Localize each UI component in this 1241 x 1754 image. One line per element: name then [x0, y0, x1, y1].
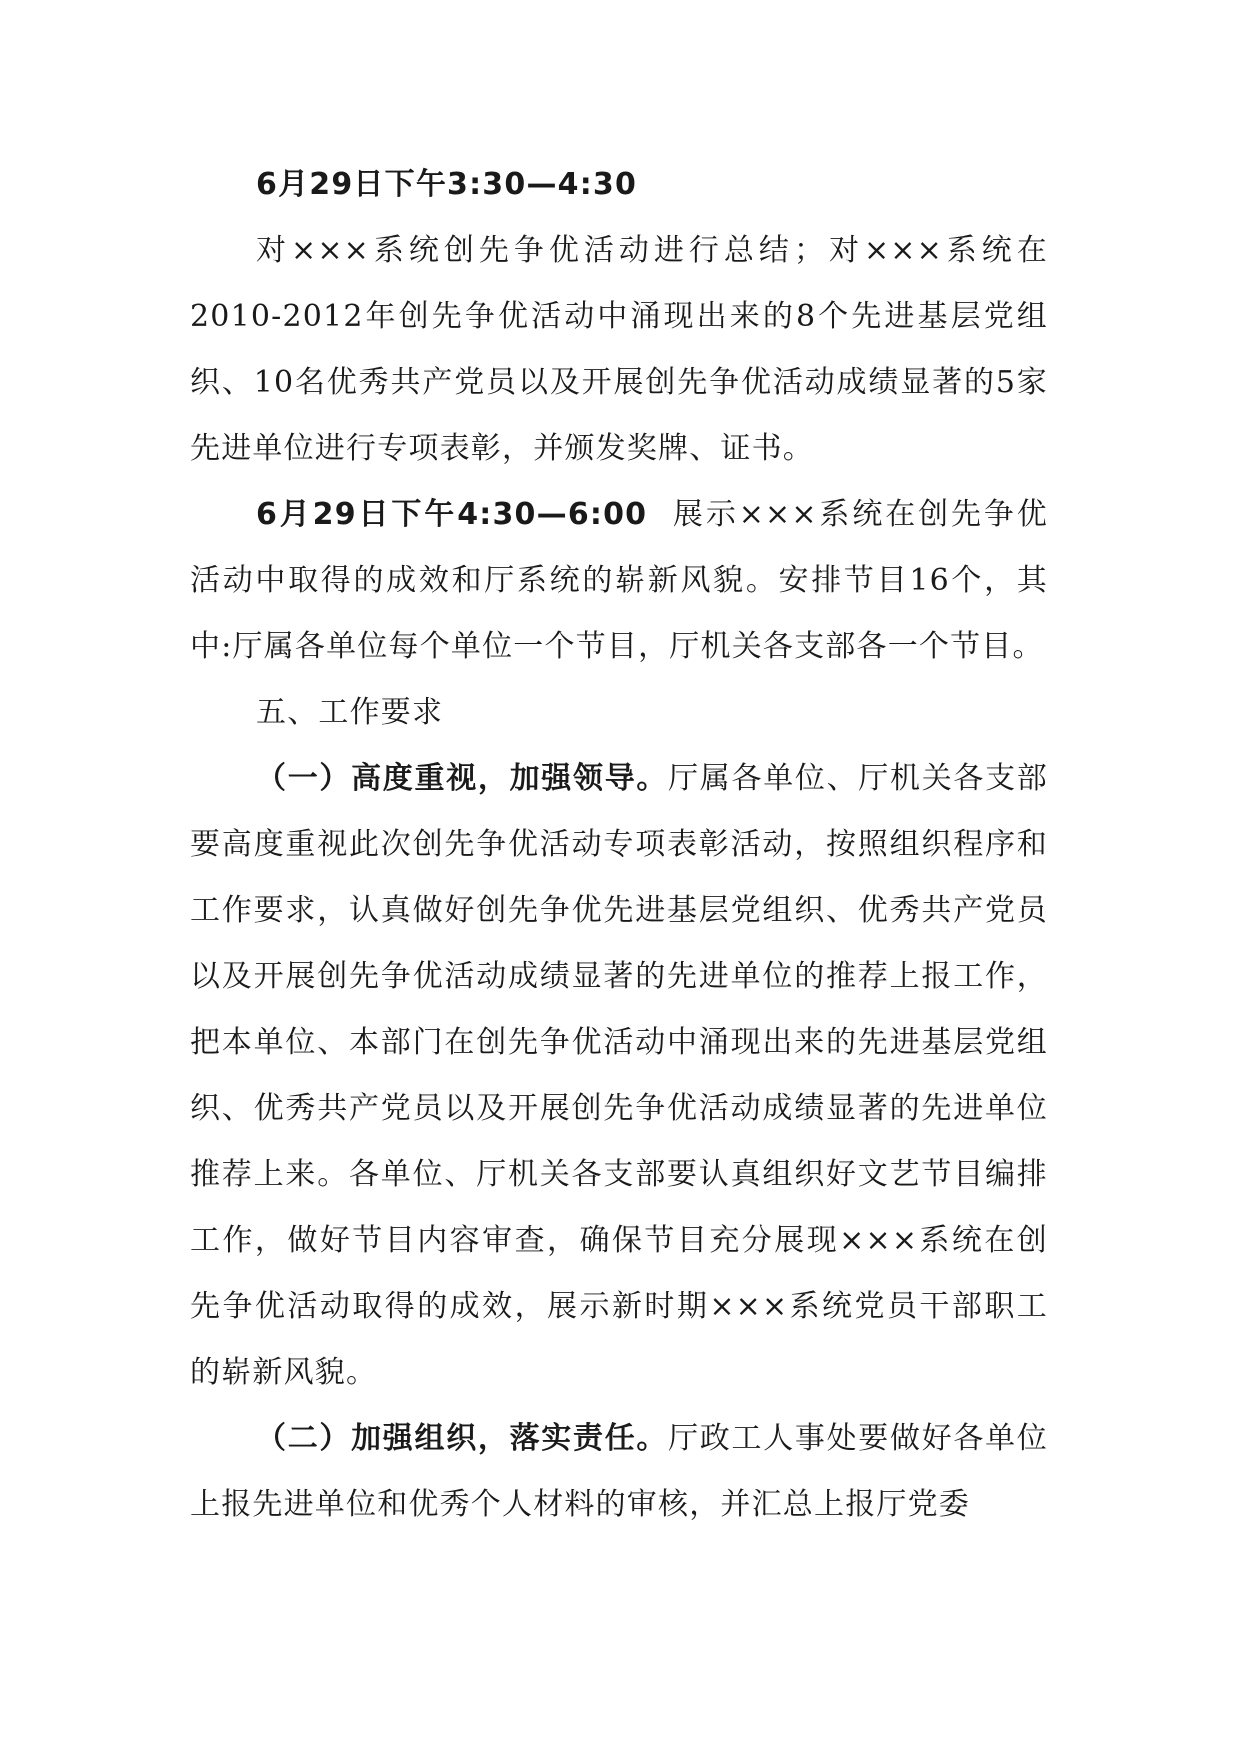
summary-paragraph: 对×××系统创先争优活动进行总结；对×××系统在2010-2012年创先争优活动中涌现出来的8个先进基层党组织、10名优秀共产党员以及开展创先争优活动成绩显著的5家先进单位进行专项表彰，并颁发奖牌、证书。: [190, 233, 1048, 466]
time-slot-2-time: 6月29日下午4:30—6:00: [256, 497, 648, 532]
requirement-item-1-text: 厅属各单位、厅机关各支部要高度重视此次创先争优活动专项表彰活动，按照组织程序和工作要求，认真做好创先争优先进基层党组织、优秀共产党员以及开展创先争优活动成绩显著的先进单位的推荐上报工作，把本单位、本部门在创先争优活动中涌现出来的先进基层党组织、优秀共产党员以及开展创先争优活动成绩显著的先进单位推荐上来。各单位、厅机关各支部要认真组织好文艺节目编排工作，做好节目内容审查，确保节目充分展现×××系统在创先争优活动取得的成效，展示新时期×××系统党员干部职工的崭新风貌。: [190, 761, 1048, 1390]
requirement-item-1: [190, 746, 1048, 1406]
time-slot-1-time: 6月29日下午3:30—4:30: [256, 167, 638, 202]
time-slot-2: [190, 482, 1048, 680]
requirement-item-2-title: （二）加强组织，落实责任。: [256, 1421, 669, 1456]
document-body: [190, 152, 1048, 1538]
requirement-item-1-title: （一）高度重视，加强领导。: [256, 761, 669, 796]
requirement-item-2: [190, 1406, 1048, 1538]
time-slot-1: [190, 152, 1048, 218]
section-heading: 五、工作要求: [256, 695, 444, 730]
requirement-item-2-text: 厅政工人事处要做好各单位上报先进单位和优秀个人材料的审核，并汇总上报厅党委: [190, 1421, 1048, 1522]
time-slot-2-text: 展示×××系统在创先争优活动中取得的成效和厅系统的崭新风貌。安排节目16个，其中:厅属各单位每个单位一个节目，厅机关各支部各一个节目。: [190, 497, 1048, 664]
